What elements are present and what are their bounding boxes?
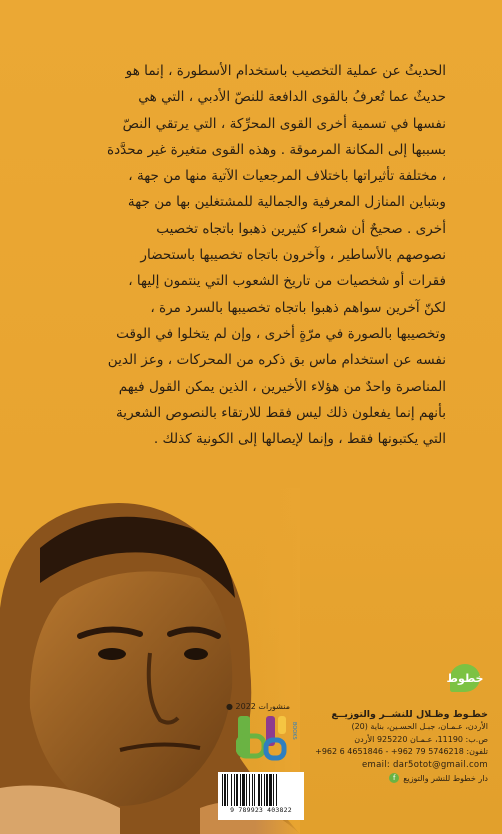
blurb-line: التي يكتبونها فقط ، وإنما لإيصالها إلى الكونية كذلك . bbox=[153, 431, 446, 448]
barcode-bar bbox=[258, 774, 260, 806]
leaf-logo: خطوط bbox=[450, 664, 480, 692]
barcode-bar bbox=[227, 774, 228, 806]
blurb-line: وبتباين المنازل المعرفية والجمالية للمشتغلين بها من جهة bbox=[127, 194, 446, 211]
barcode-bar bbox=[246, 774, 247, 806]
blurb-line: بسببها إلى المكانة المرموقة . وهذه القوى متغيرة غير محدَّدة bbox=[106, 141, 446, 158]
blurb-line: لكنّ آخرين سواهم ذهبوا باتجاه تخصيبها بالسرد مرة ، bbox=[150, 299, 446, 316]
po-box-line: ص.ب: 11190، عـمـان 925220 الأردن bbox=[354, 734, 488, 744]
blurb-text bbox=[54, 58, 446, 452]
barcode-bar bbox=[242, 774, 245, 806]
blurb-line: فقرات أو شخصيات من تاريخ الشعوب التي ينتمون إليها ، bbox=[128, 273, 446, 290]
barcode-bar bbox=[249, 774, 250, 806]
isbn-barcode bbox=[218, 772, 304, 820]
barcode-bar bbox=[236, 774, 238, 806]
barcode-bar bbox=[254, 774, 255, 806]
blurb-line: نصوصهم بالأساطير ، وآخرون باتجاه تخصيبها باستحضار bbox=[140, 247, 446, 264]
phone-line: تلفون: 5746218 79 962+ - 4651846 6 962+ bbox=[315, 747, 488, 756]
isbn-number: 9 789923 403822 bbox=[230, 806, 292, 814]
blurb-line: المناصرة واحدٌ من هؤلاء الأخيرين ، الذين يمكن القول فيهم bbox=[118, 378, 446, 395]
blurb-line: بأنهم إنما يفعلون ذلك ليس فقط للارتقاء بالنصوص الشعرية bbox=[116, 404, 446, 421]
publisher-info bbox=[312, 708, 488, 785]
barcode-bar bbox=[266, 774, 268, 806]
books-logo bbox=[236, 714, 298, 766]
barcode-bar bbox=[264, 774, 265, 806]
email-line: email: dar5otot@gmail.com bbox=[361, 759, 488, 770]
blurb-line: ، مختلفة تأثيراتها باختلاف المرجعيات الآتية منها من جهة ، bbox=[128, 168, 446, 185]
publisher-name: خطـوط وظـلال للنشــر والتوزيــع bbox=[331, 709, 488, 720]
barcode-bar bbox=[231, 774, 232, 806]
facebook-line bbox=[312, 772, 488, 785]
barcode-bar bbox=[269, 774, 272, 806]
barcode-bar bbox=[240, 774, 241, 806]
barcode-bar bbox=[234, 774, 235, 806]
barcode-bar bbox=[222, 774, 223, 806]
blurb-line: حديثٌ عما تُعرفُ بالقوى الدافعة للنصّ الأدبي ، التي هي bbox=[138, 89, 446, 106]
barcode-bar bbox=[252, 774, 253, 806]
blurb-line: أخرى . صحيحٌ أن شعراء كثيرين ذهبوا باتجاه تخصيب bbox=[156, 220, 446, 237]
address-line: الأردن، عـمـان، جبـل الحسـين، بناية (20) bbox=[351, 722, 488, 731]
blurb-line: وتخصيبها بالصورة في مرّةٍ أخرى ، وإن لم يتخلوا في الوقت bbox=[116, 325, 446, 342]
barcode-bar bbox=[224, 774, 226, 806]
blurb-line: نفسها في تسمية أخرى القوى المحرِّكة ، التي يرتقي النصّ bbox=[122, 115, 446, 132]
barcode-bar bbox=[261, 774, 262, 806]
barcode-bar bbox=[276, 774, 277, 806]
edition-label: منشورات 2022 ● bbox=[225, 702, 291, 711]
blurb-line: الحديثُ عن عملية التخصيب باستخدام الأسطورة ، إنما هو bbox=[125, 63, 446, 79]
barcode-bar bbox=[273, 774, 274, 806]
facebook-icon: f bbox=[389, 773, 399, 783]
blurb-line: نفسه عن استخدام ماس بق ذكره من المحركات ، وعز الدين bbox=[107, 352, 446, 369]
facebook-label: دار خطوط للنشر والتوزيع bbox=[403, 773, 488, 783]
books-logo-text: BOOKS bbox=[291, 722, 297, 740]
